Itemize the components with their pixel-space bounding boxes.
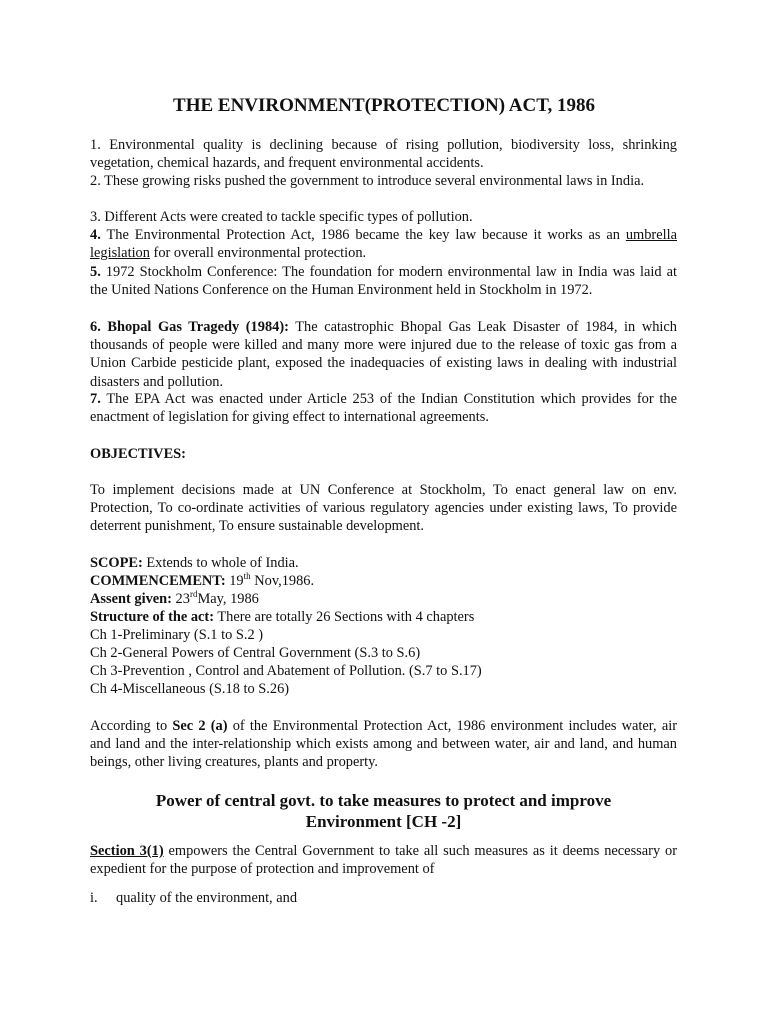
objectives-text: To implement decisions made at UN Conference at Stockholm, To enact general law on env. Protection, To co-ordinate activities of various regulatory agencies under existing laws, To provide deterrent punishment, To ensure sustainable development. [90, 482, 677, 535]
umbrella-legislation-term: umbrella legislation [90, 227, 677, 262]
point-number: 4. [90, 227, 101, 243]
chapter-4: Ch 4-Miscellaneous (S.18 to S.26) [90, 681, 290, 697]
definition-paragraph [90, 717, 677, 772]
point-number: 3. [90, 209, 101, 225]
list-item-text: quality of the environment, and [116, 890, 298, 906]
point-number: 7. [90, 391, 101, 407]
scope-value: Extends to whole of India. [142, 555, 299, 571]
point-number: 1. [90, 137, 101, 153]
power-heading-line-2: Environment [CH -2] [305, 812, 462, 831]
point-3 [90, 208, 677, 226]
point-lead: Bhopal Gas Tragedy (1984): [107, 319, 289, 335]
point-text: Different Acts were created to tackle specific types of pollution. [104, 209, 473, 225]
point-6 [90, 318, 677, 391]
document-title: THE ENVIRONMENT(PROTECTION) ACT, 1986 [173, 95, 595, 116]
point-7 [90, 390, 677, 426]
definition-section: Sec 2 (a) [172, 718, 228, 734]
section-3-label: Section 3(1) [90, 843, 164, 859]
commencement-label: COMMENCEMENT: [90, 573, 226, 589]
commencement-day: 19 [225, 573, 244, 589]
objectives-heading [90, 445, 677, 463]
assent-sup: rd [189, 589, 198, 600]
point-text: 1972 Stockholm Conference: The foundation for modern environmental law in India was laid at the United Nations Conference on the Human Environment held in Stockholm in 1972. [90, 264, 677, 299]
commencement-sup: th [243, 571, 251, 582]
point-text: The Environmental Protection Act, 1986 became the key law because it works as an [106, 227, 626, 243]
section-3-paragraph [90, 842, 677, 878]
assent-day: 23 [171, 591, 190, 607]
list-item-number: i. [90, 890, 98, 906]
point-4 [90, 226, 677, 262]
commencement-rest: Nov,1986. [250, 573, 315, 589]
point-number: 2. [90, 173, 101, 189]
point-number: 5. [90, 264, 101, 280]
definition-before: According to [90, 718, 173, 734]
assent-label: Assent given: [90, 591, 172, 607]
structure-value: There are totally 26 Sections with 4 chapters [214, 609, 475, 625]
chapter-2: Ch 2-General Powers of Central Government (S.3 to S.6) [90, 645, 421, 661]
definition-after: of the Environmental Protection Act, 1986 environment includes water, air and land and the inter-relationship which exists among and between water, air and land, and human beings, other living creatures, plants and property. [90, 718, 677, 771]
point-text: Environmental quality is declining because of rising pollution, biodiversity loss, shrinking vegetation, chemical hazards, and frequent environmental accidents. [90, 137, 677, 172]
structure-label: Structure of the act: [90, 609, 215, 625]
point-2 [90, 172, 677, 190]
chapter-1: Ch 1-Preliminary (S.1 to S.2 ) [90, 627, 264, 643]
section-3-text: empowers the Central Government to take all such measures as it deems necessary or expedient for the purpose of protection and improvement of [90, 843, 678, 878]
point-text: The catastrophic Bhopal Gas Leak Disaster of 1984, in which thousands of people were killed and many more were injured due to the release of toxic gas from a Union Carbide pesticide plant, exposed the inadequacies of existing laws in dealing with industrial disasters and pollution. [90, 319, 677, 390]
assent-line [90, 590, 677, 608]
point-text: The EPA Act was enacted under Article 253 of the Indian Constitution which provides for the enactment of legislation for giving effect to international agreements. [90, 391, 677, 426]
point-5 [90, 263, 677, 299]
point-1 [90, 136, 677, 172]
point-text: These growing risks pushed the government to introduce several environmental laws in India. [104, 173, 645, 189]
point-text-end: for overall environmental protection. [149, 245, 367, 262]
scope-label: SCOPE: [90, 555, 143, 571]
commencement-line [90, 572, 677, 590]
power-heading-line-1: Power of central govt. to take measures to protect and improve [155, 791, 612, 810]
chapter-3: Ch 3-Prevention , Control and Abatement of Pollution. (S.7 to S.17) [90, 663, 482, 679]
list-item [90, 889, 677, 907]
scope-line [90, 554, 677, 572]
power-heading [90, 790, 677, 832]
objectives-heading-text: OBJECTIVES: [90, 446, 186, 462]
assent-rest: May, 1986 [197, 591, 259, 607]
point-number: 6. [90, 319, 101, 335]
structure-line [90, 608, 677, 626]
